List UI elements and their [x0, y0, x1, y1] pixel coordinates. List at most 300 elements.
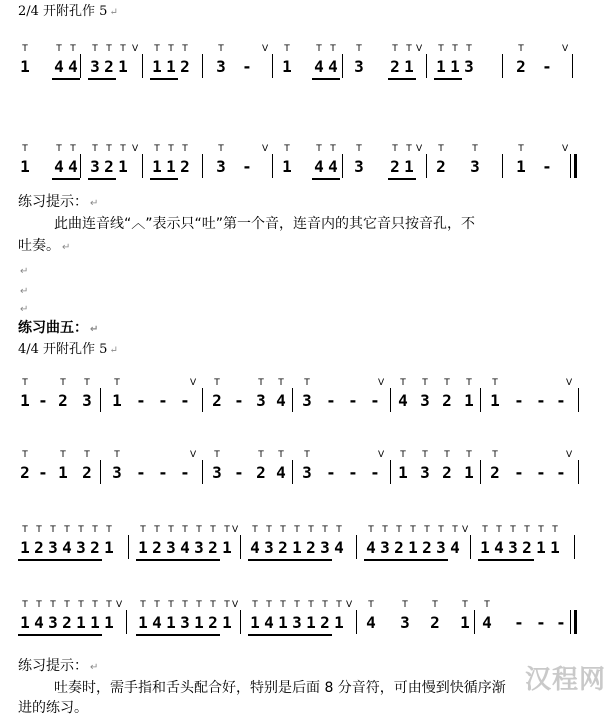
jianpu-note: 4 [250, 538, 260, 557]
jianpu-note: 1 [118, 157, 128, 176]
jianpu-note: 4 [152, 613, 162, 632]
tongue-mark: T [316, 44, 322, 54]
bar-line [474, 610, 475, 634]
breath-mark: V [262, 144, 269, 154]
jianpu-note: 4 [54, 157, 64, 176]
jianpu-note: 2 [442, 463, 452, 482]
tongue-mark: T [518, 144, 524, 154]
bar-line [80, 154, 81, 178]
dash-extension: - [514, 613, 524, 632]
staff-line-1 [18, 44, 598, 100]
tongue-mark: T [106, 144, 112, 154]
dash-extension: - [556, 391, 566, 410]
staff-line-2 [18, 144, 598, 200]
tongue-mark: T [266, 525, 272, 535]
tongue-mark: T [168, 144, 174, 154]
tongue-mark: T [218, 44, 224, 54]
jianpu-note: 3 [400, 613, 410, 632]
bar-line [80, 54, 81, 78]
jianpu-note: 2 [390, 157, 400, 176]
tongue-mark: T [182, 144, 188, 154]
eighth-underline [136, 559, 220, 561]
practice-tip-text-1b: 吐奏。 ↵ [18, 238, 71, 254]
jianpu-note: 3 [508, 538, 518, 557]
tongue-mark: T [382, 525, 388, 535]
dash-extension: - [536, 391, 546, 410]
jianpu-note: 3 [216, 157, 226, 176]
tongue-mark: T [432, 600, 438, 610]
eighth-underline [388, 178, 416, 180]
dash-extension: - [348, 391, 358, 410]
tongue-mark: T [402, 600, 408, 610]
tongue-mark: T [410, 525, 416, 535]
jianpu-note: 1 [436, 57, 446, 76]
breath-mark: V [566, 450, 573, 460]
jianpu-note: 2 [306, 538, 316, 557]
practice-tip-label-2: 练习提示： ↵ [18, 658, 99, 674]
jianpu-note: 2 [212, 391, 222, 410]
breath-mark: V [416, 144, 423, 154]
tongue-mark: T [492, 378, 498, 388]
jianpu-note: 3 [354, 157, 364, 176]
tongue-mark: T [472, 144, 478, 154]
tongue-mark: T [438, 525, 444, 535]
jianpu-note: 1 [222, 613, 232, 632]
jianpu-note: 2 [278, 538, 288, 557]
tongue-mark: T [496, 525, 502, 535]
staff-line-3 [18, 378, 598, 434]
jianpu-note: 2 [90, 538, 100, 557]
tongue-mark: T [330, 144, 336, 154]
dash-extension: - [242, 157, 252, 176]
bar-line [342, 154, 343, 178]
tongue-mark: T [84, 378, 90, 388]
eighth-underline [52, 178, 80, 180]
dash-extension: - [326, 463, 336, 482]
header-time-signature-1: 2/4 开附孔作 5 ↵ [18, 4, 118, 19]
final-bar-thin [570, 610, 571, 634]
tongue-mark: T [22, 44, 28, 54]
tongue-mark: T [182, 44, 188, 54]
blank-line-3: ↵ [20, 304, 29, 315]
bar-line [292, 388, 293, 412]
jianpu-note: 3 [90, 57, 100, 76]
jianpu-note: 2 [390, 57, 400, 76]
jianpu-note: 1 [222, 538, 232, 557]
jianpu-note: 1 [90, 613, 100, 632]
tongue-mark: T [552, 525, 558, 535]
jianpu-note: 1 [76, 613, 86, 632]
jianpu-note: 3 [166, 538, 176, 557]
dash-extension: - [556, 613, 566, 632]
bar-line [272, 154, 273, 178]
breath-mark: V [116, 600, 123, 610]
bar-line [470, 535, 471, 559]
jianpu-note: 1 [404, 57, 414, 76]
tongue-mark: T [210, 525, 216, 535]
jianpu-note: 3 [264, 538, 274, 557]
breath-mark: V [346, 600, 353, 610]
jianpu-note: 2 [208, 613, 218, 632]
eighth-underline [478, 559, 534, 561]
tongue-mark: T [196, 525, 202, 535]
jianpu-note: 4 [180, 538, 190, 557]
jianpu-note: 3 [48, 613, 58, 632]
practice-tip-text-2b: 进的练习。 [18, 700, 88, 716]
jianpu-note: 2 [58, 391, 68, 410]
site-watermark: 汉程网 [524, 665, 606, 695]
jianpu-note: 1 [166, 57, 176, 76]
tongue-mark: T [444, 450, 450, 460]
tongue-mark: T [154, 144, 160, 154]
jianpu-note: 1 [278, 613, 288, 632]
section-title: 练习曲五： ↵ [18, 320, 99, 336]
tongue-mark: T [214, 378, 220, 388]
tongue-mark: T [22, 600, 28, 610]
tongue-mark: T [22, 450, 28, 460]
jianpu-note: 1 [408, 538, 418, 557]
bar-line [502, 54, 503, 78]
bar-line [480, 388, 481, 412]
bar-line [390, 460, 391, 484]
breath-mark: V [132, 44, 139, 54]
dash-extension: - [136, 463, 146, 482]
dash-extension: - [514, 391, 524, 410]
jianpu-note: 4 [68, 157, 78, 176]
tongue-mark: T [518, 44, 524, 54]
tongue-mark: T [22, 525, 28, 535]
practice-tip-text-1a: 此曲连音线“︿”表示只“吐”第一个音，连音内的其它音只按音孔，不 [54, 216, 476, 232]
jianpu-note: 2 [104, 157, 114, 176]
bar-line [240, 610, 241, 634]
bar-line [356, 610, 357, 634]
jianpu-note: 2 [442, 391, 452, 410]
jianpu-note: 2 [104, 57, 114, 76]
jianpu-note: 2 [20, 463, 30, 482]
jianpu-note: 4 [276, 463, 286, 482]
tongue-mark: T [322, 525, 328, 535]
jianpu-note: 4 [398, 391, 408, 410]
jianpu-note: 2 [436, 157, 446, 176]
bar-line [426, 54, 427, 78]
jianpu-note: 1 [460, 613, 470, 632]
breath-mark: V [562, 144, 569, 154]
jianpu-note: 1 [194, 613, 204, 632]
blank-line-2: ↵ [20, 286, 29, 297]
tongue-mark: T [196, 600, 202, 610]
tongue-mark: T [510, 525, 516, 535]
tongue-mark: T [424, 525, 430, 535]
bar-line [578, 460, 579, 484]
tongue-mark: T [154, 600, 160, 610]
jianpu-note: 3 [436, 538, 446, 557]
jianpu-note: 3 [292, 613, 302, 632]
jianpu-note: 3 [302, 463, 312, 482]
tongue-mark: T [452, 525, 458, 535]
tongue-mark: T [168, 525, 174, 535]
jianpu-note: 3 [380, 538, 390, 557]
header-time-signature-2: 4/4 开附孔作 5 ↵ [18, 342, 118, 357]
jianpu-note: 1 [20, 538, 30, 557]
tongue-mark: T [252, 525, 258, 535]
tongue-mark: T [356, 44, 362, 54]
dash-extension: - [38, 463, 48, 482]
jianpu-note: 1 [250, 613, 260, 632]
jianpu-note: 2 [522, 538, 532, 557]
jianpu-note: 1 [20, 613, 30, 632]
tongue-mark: T [92, 144, 98, 154]
dash-extension: - [326, 391, 336, 410]
jianpu-note: 2 [62, 613, 72, 632]
jianpu-note: 3 [354, 57, 364, 76]
dash-extension: - [158, 463, 168, 482]
jianpu-note: 2 [516, 57, 526, 76]
dash-extension: - [136, 391, 146, 410]
tongue-mark: T [294, 525, 300, 535]
eighth-underline [18, 634, 102, 636]
jianpu-note: 2 [34, 538, 44, 557]
tongue-mark: T [92, 525, 98, 535]
jianpu-note: 2 [320, 613, 330, 632]
tongue-mark: T [154, 44, 160, 54]
tongue-mark: T [452, 44, 458, 54]
bar-line [272, 54, 273, 78]
bar-line [202, 388, 203, 412]
tongue-mark: T [284, 144, 290, 154]
tongue-mark: T [336, 600, 342, 610]
tongue-mark: T [92, 600, 98, 610]
tongue-mark: T [60, 450, 66, 460]
tongue-mark: T [396, 525, 402, 535]
jianpu-note: 3 [420, 391, 430, 410]
tongue-mark: T [168, 600, 174, 610]
jianpu-note: 4 [334, 538, 344, 557]
tongue-mark: T [50, 525, 56, 535]
bar-line [128, 535, 129, 559]
jianpu-note: 2 [180, 57, 190, 76]
jianpu-note: 3 [302, 391, 312, 410]
jianpu-note: 3 [194, 538, 204, 557]
jianpu-note: 4 [366, 613, 376, 632]
tongue-mark: T [444, 378, 450, 388]
breath-mark: V [190, 450, 197, 460]
dash-extension: - [536, 463, 546, 482]
eighth-underline [18, 559, 102, 561]
jianpu-note: 1 [166, 613, 176, 632]
tongue-mark: T [438, 144, 444, 154]
tongue-mark: T [492, 450, 498, 460]
tongue-mark: T [524, 525, 530, 535]
tongue-mark: T [106, 600, 112, 610]
tongue-mark: T [140, 525, 146, 535]
jianpu-note: 1 [550, 538, 560, 557]
jianpu-note: 4 [328, 157, 338, 176]
tongue-mark: T [22, 144, 28, 154]
jianpu-note: 4 [54, 57, 64, 76]
eighth-underline [88, 78, 116, 80]
breath-mark: V [462, 525, 469, 535]
breath-mark: V [378, 450, 385, 460]
jianpu-note: 1 [282, 57, 292, 76]
tongue-mark: T [50, 600, 56, 610]
eighth-underline [388, 78, 416, 80]
jianpu-note: 3 [82, 391, 92, 410]
jianpu-note: 3 [48, 538, 58, 557]
tongue-mark: T [64, 525, 70, 535]
dash-extension: - [180, 391, 190, 410]
tongue-mark: T [266, 600, 272, 610]
tongue-mark: T [56, 144, 62, 154]
practice-tip-label-1: 练习提示： ↵ [18, 194, 99, 210]
tongue-mark: T [78, 525, 84, 535]
breath-mark: V [416, 44, 423, 54]
bar-line [574, 535, 575, 559]
jianpu-note: 1 [516, 157, 526, 176]
bar-line [390, 388, 391, 412]
jianpu-note: 1 [104, 613, 114, 632]
eighth-underline [434, 78, 462, 80]
jianpu-note: 4 [482, 613, 492, 632]
bar-line [342, 54, 343, 78]
jianpu-note: 2 [208, 538, 218, 557]
jianpu-note: 1 [450, 57, 460, 76]
dash-extension: - [370, 391, 380, 410]
tongue-mark: T [114, 378, 120, 388]
tongue-mark: T [218, 144, 224, 154]
jianpu-note: 4 [62, 538, 72, 557]
dash-extension: - [348, 463, 358, 482]
jianpu-note: 4 [314, 57, 324, 76]
breath-mark: V [562, 44, 569, 54]
tongue-mark: T [120, 44, 126, 54]
blank-line-1: ↵ [20, 266, 29, 277]
breath-mark: V [232, 600, 239, 610]
dash-extension: - [158, 391, 168, 410]
tongue-mark: T [22, 378, 28, 388]
breath-mark: V [566, 378, 573, 388]
jianpu-note: 2 [180, 157, 190, 176]
jianpu-note: 1 [464, 391, 474, 410]
jianpu-note: 3 [76, 538, 86, 557]
jianpu-note: 1 [292, 538, 302, 557]
tongue-mark: T [224, 600, 230, 610]
tongue-mark: T [78, 600, 84, 610]
tongue-mark: T [438, 44, 444, 54]
final-bar-thin [570, 154, 571, 178]
tongue-mark: T [70, 144, 76, 154]
bar-line [502, 154, 503, 178]
dash-extension: - [556, 463, 566, 482]
tongue-mark: T [482, 525, 488, 535]
tongue-mark: T [252, 600, 258, 610]
tongue-mark: T [224, 525, 230, 535]
tongue-mark: T [36, 525, 42, 535]
tongue-mark: T [284, 44, 290, 54]
tongue-mark: T [60, 378, 66, 388]
bar-line [100, 460, 101, 484]
eighth-underline [150, 178, 178, 180]
dash-extension: - [542, 157, 552, 176]
tongue-mark: T [278, 378, 284, 388]
bar-line [100, 388, 101, 412]
staff-line-6 [18, 600, 598, 656]
jianpu-note: 3 [90, 157, 100, 176]
jianpu-note: 1 [152, 157, 162, 176]
breath-mark: V [190, 378, 197, 388]
jianpu-note: 1 [306, 613, 316, 632]
tongue-mark: T [336, 525, 342, 535]
jianpu-note: 1 [464, 463, 474, 482]
tongue-mark: T [400, 378, 406, 388]
tongue-mark: T [304, 450, 310, 460]
jianpu-note: 1 [58, 463, 68, 482]
bar-line [426, 154, 427, 178]
tongue-mark: T [278, 450, 284, 460]
tongue-mark: T [368, 600, 374, 610]
jianpu-note: 1 [404, 157, 414, 176]
jianpu-note: 3 [256, 391, 266, 410]
eighth-underline [248, 559, 332, 561]
bar-line [356, 535, 357, 559]
tongue-mark: T [70, 44, 76, 54]
bar-line [572, 54, 573, 78]
tongue-mark: T [422, 450, 428, 460]
tongue-mark: T [84, 450, 90, 460]
jianpu-note: 3 [464, 57, 474, 76]
jianpu-note: 2 [394, 538, 404, 557]
final-bar-thick [574, 154, 577, 178]
tongue-mark: T [182, 525, 188, 535]
jianpu-note: 1 [166, 157, 176, 176]
jianpu-note: 3 [180, 613, 190, 632]
jianpu-note: 1 [104, 538, 114, 557]
eighth-underline [312, 178, 340, 180]
jianpu-note: 3 [112, 463, 122, 482]
tongue-mark: T [56, 44, 62, 54]
tongue-mark: T [280, 525, 286, 535]
jianpu-note: 3 [470, 157, 480, 176]
tongue-mark: T [466, 450, 472, 460]
bar-line [202, 54, 203, 78]
jianpu-note: 4 [450, 538, 460, 557]
jianpu-note: 1 [112, 391, 122, 410]
dash-extension: - [514, 463, 524, 482]
jianpu-note: 1 [138, 538, 148, 557]
bar-line [202, 460, 203, 484]
bar-line [202, 154, 203, 178]
jianpu-note: 2 [490, 463, 500, 482]
jianpu-note: 4 [494, 538, 504, 557]
tongue-mark: T [140, 600, 146, 610]
dash-extension: - [536, 613, 546, 632]
dash-extension: - [180, 463, 190, 482]
jianpu-note: 4 [34, 613, 44, 632]
final-bar-thick [574, 610, 577, 634]
tongue-mark: T [214, 450, 220, 460]
bar-line [142, 54, 143, 78]
jianpu-note: 1 [118, 57, 128, 76]
tongue-mark: T [392, 44, 398, 54]
breath-mark: V [378, 378, 385, 388]
tongue-mark: T [182, 600, 188, 610]
jianpu-note: 2 [256, 463, 266, 482]
tongue-mark: T [120, 144, 126, 154]
eighth-underline [136, 634, 220, 636]
tongue-mark: T [538, 525, 544, 535]
tongue-mark: T [308, 525, 314, 535]
tongue-mark: T [400, 450, 406, 460]
tongue-mark: T [64, 600, 70, 610]
